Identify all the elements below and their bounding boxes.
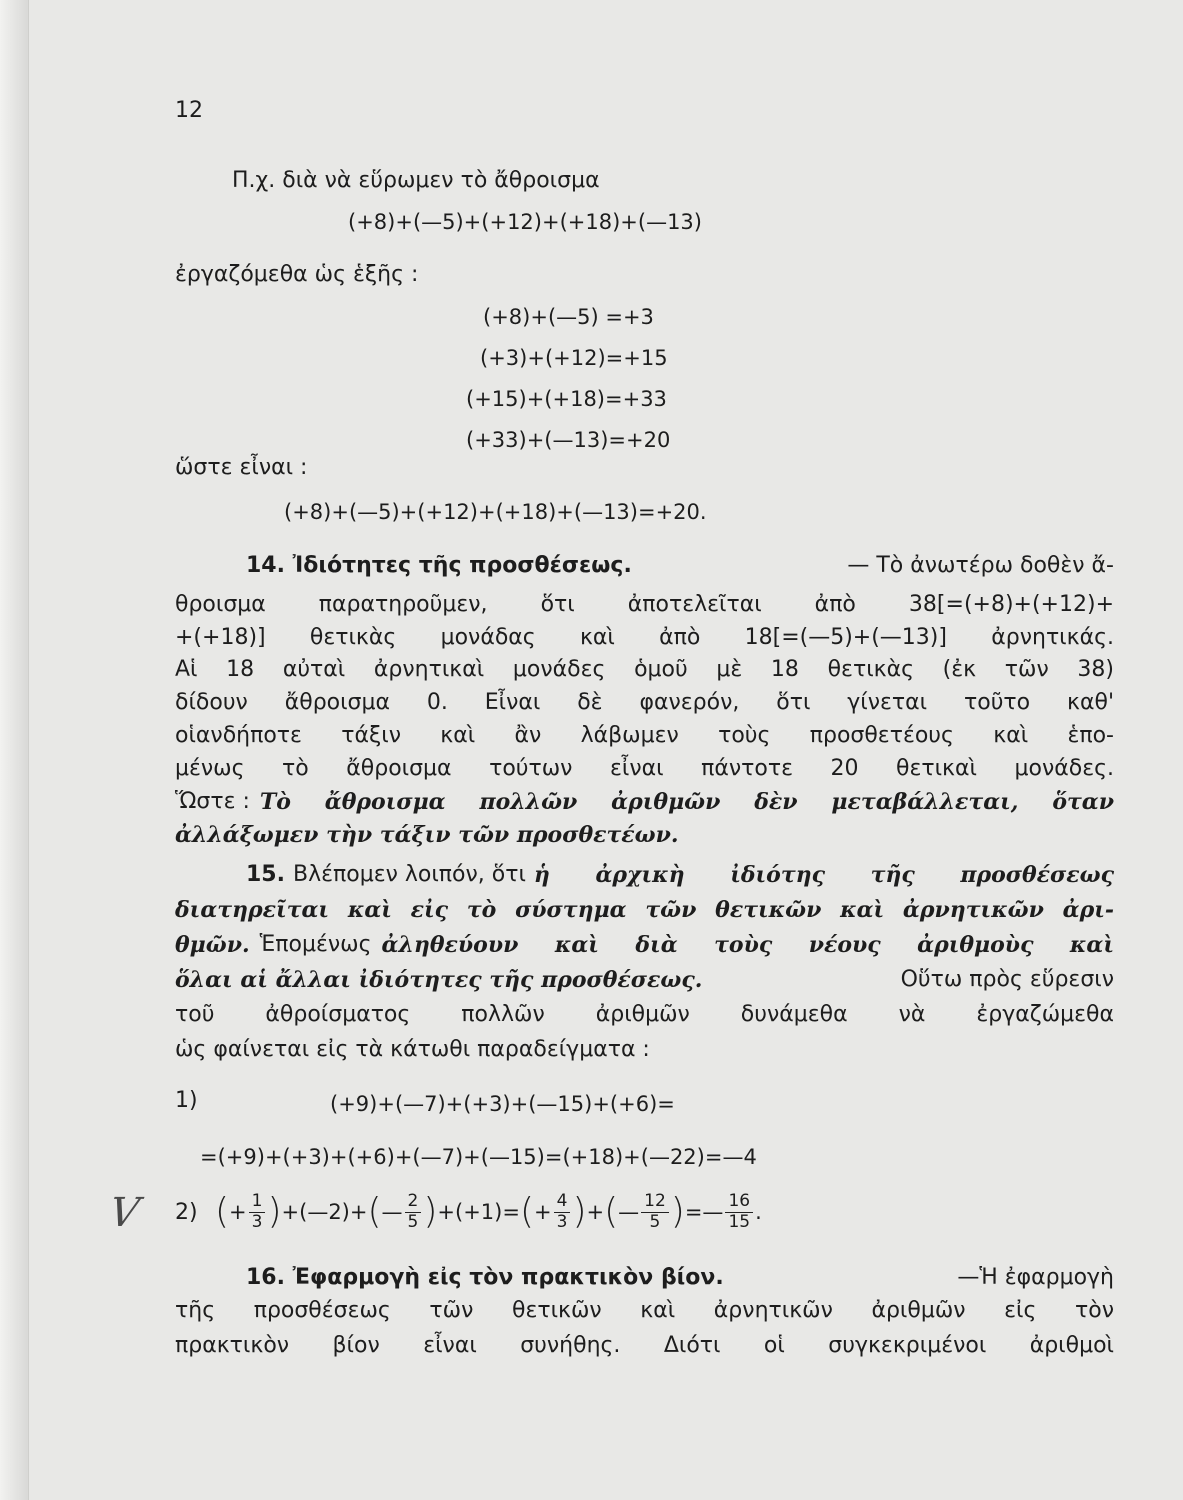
- section-16-heading: 16. Ἐφαρμογὴ εἰς τὸν πρακτικὸν βίον.: [246, 1265, 724, 1290]
- page-edge: [0, 0, 29, 1500]
- body-text: Ἑπομένως: [259, 932, 372, 957]
- fraction-denominator: 15: [728, 1211, 751, 1232]
- example-2-expression: ( + $\frac{1}{3}$ ) +(—2)+ ( — $\frac{2}{5}$ ) +(+1)= ( + $\frac{4}{3}$ ) + ( — $\frac{12}{5}$ ) =— $\frac{16}{15}$ .: [215, 1190, 762, 1232]
- example-1-line-2: =(+9)+(+3)+(+6)+(—7)+(—15)=(+18)+(—22)=—4: [200, 1145, 757, 1169]
- fraction: [641, 1192, 669, 1232]
- italic-line: διατηρεῖται καὶ εἰς τὸ σύστημα τῶν θετικῶν καὶ ἀρνητικῶν ἀρι-: [175, 897, 1114, 923]
- italic-text: ἡ ἀρχικὴ ἰδιότης τῆς προσθέσεως: [533, 862, 1114, 888]
- result-line: (+8)+(—5)+(+12)+(+18)+(—13)=+20.: [284, 500, 707, 524]
- sign: +: [534, 1200, 552, 1224]
- fraction-denominator: 3: [556, 1211, 568, 1232]
- body-line: +(+18)] θετικὰς μονάδας καὶ ἀπὸ 18[=(—5)+(—13)] ἀρνητικάς.: [175, 625, 1114, 650]
- italic-text: ἀληθεύουν καὶ διὰ τοὺς νέους ἀριθμοὺς καὶ: [381, 932, 1114, 958]
- fraction-denominator: 3: [251, 1211, 263, 1232]
- rule-italic: ἀλλάξωμεν τὴν τάξιν τῶν προσθετέων.: [175, 822, 679, 848]
- fraction-numerator: 16: [725, 1192, 753, 1213]
- step-line: (+3)+(+12)=+15: [480, 346, 668, 370]
- rule-italic: Τὸ ἄθροισμα πολλῶν ἀριθμῶν δὲν μεταβάλλεται, ὅταν: [259, 789, 1114, 815]
- page-number: 12: [175, 98, 203, 123]
- section-15-line-4: [175, 967, 1114, 993]
- fraction-denominator: 5: [649, 1211, 661, 1232]
- expression-part: +(+1)=: [437, 1200, 520, 1224]
- expression-part: .: [755, 1200, 762, 1224]
- body-line: — Τὸ ἀνωτέρω δοθὲν ἄ-: [847, 553, 1114, 578]
- section-14-first-line: [246, 553, 1114, 578]
- body-line: οἱανδήποτε τάξιν καὶ ἂν λάβωμεν τοὺς προσθετέους καὶ ἑπο-: [175, 723, 1114, 748]
- expression-part: =—: [684, 1200, 724, 1224]
- step-line: (+8)+(—5) =+3: [483, 305, 654, 329]
- expression-part: +: [586, 1200, 605, 1224]
- body-line: δίδουν ἄθροισμα 0. Εἶναι δὲ φανερόν, ὅτι γίνεται τοῦτο καθ': [175, 690, 1114, 715]
- fraction-numerator: 1: [249, 1192, 266, 1213]
- intro-line: Π.χ. διὰ νὰ εὕρωμεν τὸ ἄθροισμα: [232, 168, 600, 193]
- sign: —: [381, 1200, 403, 1224]
- section-15-line-3: [175, 932, 1114, 958]
- fraction: [405, 1192, 422, 1232]
- hence-label: ὥστε εἶναι :: [175, 455, 308, 480]
- section-15-number: 15.: [246, 862, 285, 887]
- italic-text: ὅλαι αἱ ἄλλαι ἰδιότητες τῆς προσθέσεως.: [175, 967, 703, 993]
- rule-prefix: Ὥστε :: [175, 789, 250, 814]
- fraction: [725, 1192, 753, 1232]
- body-text: Βλέπομεν λοιπόν, ὅτι: [292, 862, 526, 887]
- fraction-denominator: 5: [407, 1211, 419, 1232]
- sign: +: [229, 1200, 247, 1224]
- body-line: θροισμα παρατηροῦμεν, ὅτι ἀποτελεῖται ἀπὸ 38[=(+8)+(+12)+: [175, 592, 1114, 617]
- body-line: πρακτικὸν βίον εἶναι συνήθης. Διότι οἱ συγκεκριμένοι ἀριθμοὶ: [175, 1333, 1114, 1358]
- fraction: [554, 1192, 571, 1232]
- example-2-label: 2): [175, 1200, 198, 1225]
- body-line: ὡς φαίνεται εἰς τὰ κάτωθι παραδείγματα :: [175, 1037, 650, 1062]
- fraction: [249, 1192, 266, 1232]
- rule-line: [175, 789, 1114, 815]
- step-line: (+15)+(+18)=+33: [466, 387, 667, 411]
- fraction-numerator: 4: [554, 1192, 571, 1213]
- body-text: —Ἡ ἐφαρμογὴ: [957, 1265, 1114, 1290]
- expression-part: +(—2)+: [281, 1200, 368, 1224]
- step-line: (+33)+(—13)=+20: [466, 428, 671, 452]
- fraction-numerator: 2: [405, 1192, 422, 1213]
- example-sum: (+8)+(—5)+(+12)+(+18)+(—13): [348, 210, 702, 234]
- section-16-first-line: [246, 1265, 1114, 1290]
- body-line: τοῦ ἀθροίσματος πολλῶν ἀριθμῶν δυνάμεθα νὰ ἐργαζώμεθα: [175, 1002, 1114, 1027]
- sign: —: [618, 1200, 640, 1224]
- section-14-heading: 14. Ἰδιότητες τῆς προσθέσεως.: [246, 553, 632, 578]
- body-line: Αἱ 18 αὐταὶ ἀρνητικαὶ μονάδες ὁμοῦ μὲ 18 θετικὰς (ἐκ τῶν 38): [175, 657, 1114, 682]
- body-text: Οὕτω πρὸς εὕρεσιν: [900, 967, 1114, 992]
- example-1-label: 1): [175, 1088, 198, 1113]
- margin-check-mark: V: [106, 1190, 143, 1236]
- body-line: μένως τὸ ἄθροισμα τούτων εἶναι πάντοτε 20 θετικαὶ μονάδες.: [175, 756, 1114, 781]
- fraction-numerator: 12: [641, 1192, 669, 1213]
- italic-text: θμῶν.: [175, 932, 250, 958]
- example-1-line-1: (+9)+(—7)+(+3)+(—15)+(+6)=: [330, 1092, 675, 1116]
- working-label: ἐργαζόμεθα ὡς ἑξῆς :: [175, 262, 419, 287]
- section-15-line-1: [246, 862, 1114, 888]
- body-line: τῆς προσθέσεως τῶν θετικῶν καὶ ἀρνητικῶν ἀριθμῶν εἰς τὸν: [175, 1298, 1114, 1323]
